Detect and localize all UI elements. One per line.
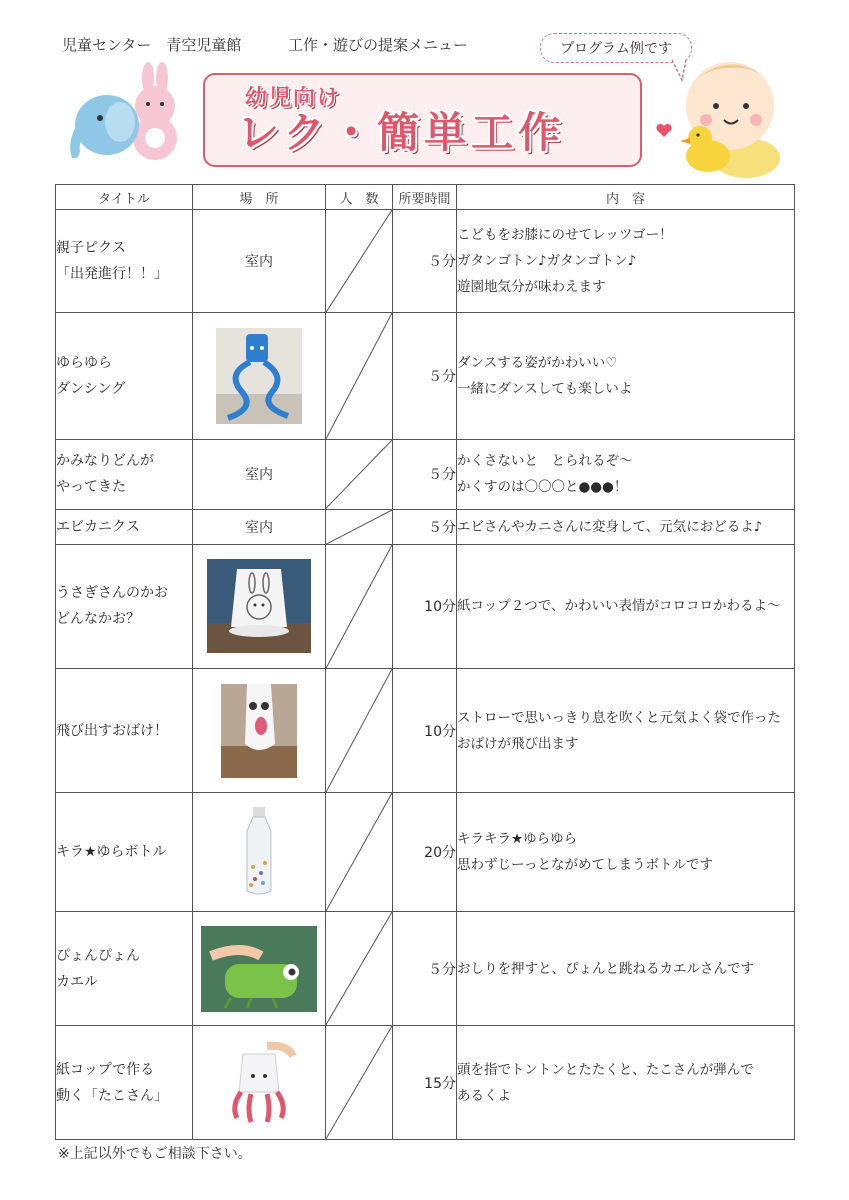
table-row	[56, 793, 795, 912]
frog-craft-photo	[201, 926, 317, 1012]
row-content: おしりを押すと、ぴょんと跳ねるカエルさんです	[457, 912, 795, 1026]
organization-name: 児童センター 青空児童館	[62, 36, 242, 54]
row-time: ５分	[393, 509, 457, 544]
row-people-slash	[326, 1026, 393, 1140]
row-time: 10分	[393, 544, 457, 668]
row-place	[193, 912, 326, 1026]
row-time: ５分	[393, 912, 457, 1026]
header-time: 所要時間	[393, 185, 457, 210]
row-time: ５分	[393, 440, 457, 509]
table-row	[56, 1026, 795, 1140]
baby-with-duck-icon	[672, 48, 792, 180]
table-row	[56, 440, 795, 509]
row-time: 10分	[393, 669, 457, 793]
row-title: エビカニクス	[56, 509, 193, 544]
row-place: 室内	[193, 509, 326, 544]
row-content: ストローで思いっきり息を吹くと元気よく袋で作った おばけが飛び出ます	[457, 669, 795, 793]
row-content: こどもをお膝にのせてレッツゴー！ ガタンゴトン♪ガタンゴトン♪ 遊園地気分が味わえます	[457, 210, 795, 313]
row-content: エビさんやカニさんに変身して、元気におどるよ♪	[457, 509, 795, 544]
row-time: 15分	[393, 1026, 457, 1140]
title-banner	[203, 73, 642, 167]
row-title: うさぎさんのかお どんなかお？	[56, 544, 193, 668]
dancing-craft-photo	[216, 328, 302, 424]
header-place: 場 所	[193, 185, 326, 210]
row-title: ゆらゆら ダンシング	[56, 313, 193, 440]
row-title: ぴょんぴょん カエル	[56, 912, 193, 1026]
row-content: かくさないと とられるぞ～ かくすのは〇〇〇と●●●！	[457, 440, 795, 509]
table-row	[56, 544, 795, 668]
table-row	[56, 912, 795, 1026]
elephant-rabbit-icon	[62, 60, 182, 165]
row-people-slash	[326, 793, 393, 912]
banner-title: レク・簡単工作	[237, 108, 566, 157]
footer-note: ※上記以外でもご相談下さい。	[58, 1146, 252, 1162]
row-title: かみなりどんが やってきた	[56, 440, 193, 509]
row-people-slash	[326, 544, 393, 668]
row-place	[193, 793, 326, 912]
row-place	[193, 544, 326, 668]
row-place: 室内	[193, 210, 326, 313]
row-people-slash	[326, 440, 393, 509]
row-place	[193, 1026, 326, 1140]
table-row	[56, 210, 795, 313]
octopus-craft-photo	[217, 1040, 301, 1126]
table-row	[56, 669, 795, 793]
row-title: キラ★ゆらボトル	[56, 793, 193, 912]
row-people-slash	[326, 313, 393, 440]
menu-title: 工作・遊びの提案メニュー	[288, 36, 469, 54]
row-title: 親子ピクス 「出発進行！！」	[56, 210, 193, 313]
table-header-row	[56, 185, 795, 210]
row-content: キラキラ★ゆらゆら 思わずじーっとながめてしまうボトルです	[457, 793, 795, 912]
row-time: 20分	[393, 793, 457, 912]
row-content: 紙コップ２つで、かわいい表情がコロコロかわるよ～	[457, 544, 795, 668]
row-people-slash	[326, 509, 393, 544]
header-title: タイトル	[56, 185, 193, 210]
rabbit-cup-photo	[207, 559, 311, 653]
row-place	[193, 669, 326, 793]
row-title: 飛び出すおばけ！	[56, 669, 193, 793]
row-place: 室内	[193, 440, 326, 509]
row-people-slash	[326, 912, 393, 1026]
row-title: 紙コップで作る 動く「たこさん」	[56, 1026, 193, 1140]
banner-subtitle: 幼児向け	[245, 86, 342, 111]
row-time: ５分	[393, 210, 457, 313]
header-people: 人 数	[326, 185, 393, 210]
ghost-craft-photo	[221, 684, 297, 778]
heart-icon	[656, 124, 672, 138]
table-row	[56, 313, 795, 440]
row-content: 頭を指でトントンとたたくと、たこさんが弾んで あるくよ	[457, 1026, 795, 1140]
row-people-slash	[326, 210, 393, 313]
row-time: ５分	[393, 313, 457, 440]
glitter-bottle-photo	[239, 807, 279, 897]
row-content: ダンスする姿がかわいい♡ 一緒にダンスしても楽しいよ	[457, 313, 795, 440]
activity-table	[55, 184, 795, 1140]
row-people-slash	[326, 669, 393, 793]
row-place	[193, 313, 326, 440]
table-row	[56, 509, 795, 544]
program-example-bubble: プログラム例です	[540, 33, 692, 63]
header-content: 内 容	[457, 185, 795, 210]
